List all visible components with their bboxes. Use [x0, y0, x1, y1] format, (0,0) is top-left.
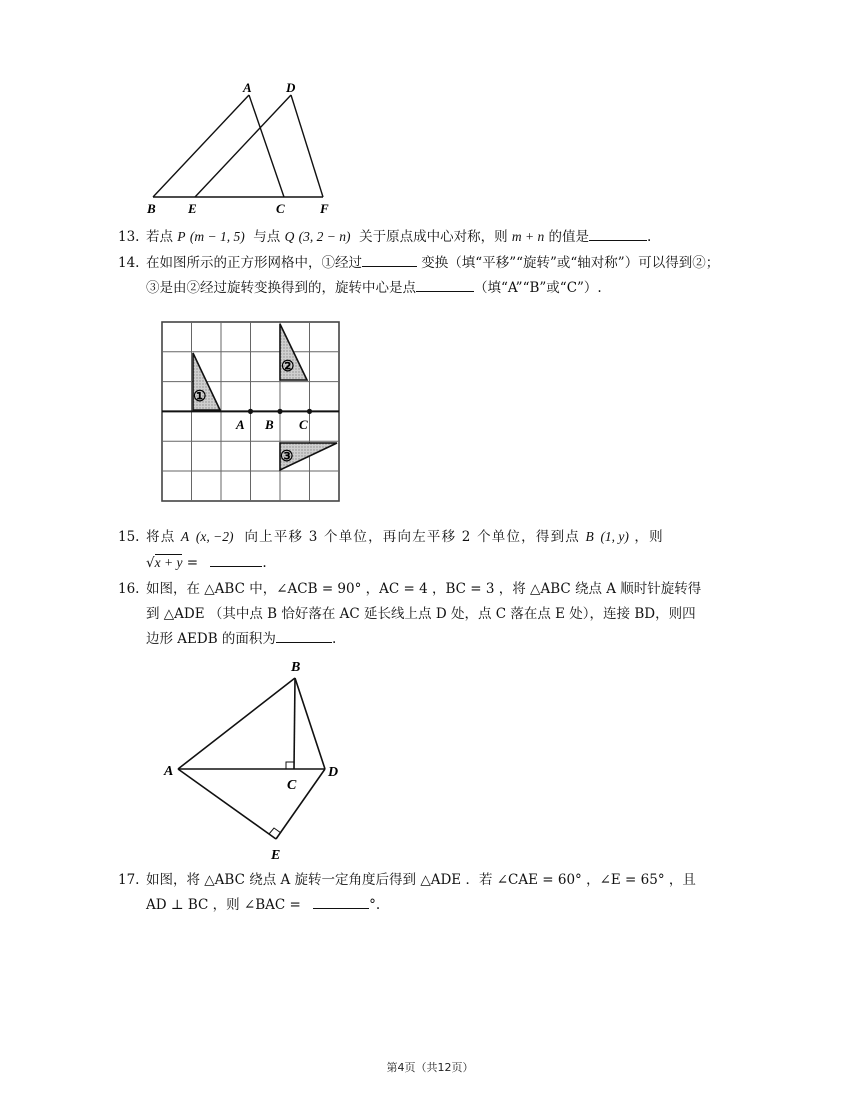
- q16-line-2: 到 △ADE （其中点 B 恰好落在 AC 延长线上点 D 处，点 C 落在点 E 处），连接 BD，则四: [146, 606, 696, 622]
- q14-text-4: （填“A”“B”或“C”）.: [474, 280, 602, 296]
- question-15: 15. 将点 A (x, −2) 向上平移 3 个单位，再向左平移 2 个单位，得到点 B (1, y) ，则 √x + y = .: [118, 524, 768, 576]
- label-A: A: [243, 80, 252, 95]
- label-D: D: [328, 765, 339, 780]
- question-17: [118, 868, 768, 918]
- q13-text-3: 关于原点成中心对称，则: [359, 229, 508, 245]
- answer-blank[interactable]: [210, 552, 262, 567]
- q14-text-3: ③是由②经过旋转变换得到的，旋转中心是点: [146, 280, 416, 296]
- point-P: P: [177, 229, 186, 244]
- sqrt-expression: x + y: [154, 555, 183, 570]
- answer-blank[interactable]: [276, 628, 332, 643]
- shape-label-3: ③: [280, 449, 294, 465]
- label-B: B: [291, 660, 301, 675]
- square-grid-figure: [160, 320, 342, 505]
- point-A-coords: (x, −2): [195, 529, 234, 544]
- label-C: C: [287, 778, 297, 793]
- point-B: [277, 409, 282, 414]
- label-B: B: [147, 201, 156, 216]
- question-number: 15.: [118, 529, 140, 545]
- q15-text-1: 将点: [146, 529, 176, 545]
- point-B-coords: (1, y): [600, 529, 629, 544]
- question-16: [118, 577, 768, 652]
- question-number: 13.: [118, 229, 140, 245]
- q16-period: .: [331, 631, 337, 647]
- q17-line-2: AD ⊥ BC ，则 ∠BAC =: [146, 897, 301, 913]
- equals-sign: =: [186, 555, 199, 571]
- answer-blank[interactable]: [313, 894, 369, 909]
- label-C: C: [299, 417, 308, 432]
- label-B: B: [265, 417, 274, 432]
- q14-text-2: 变换（填“平移”“旋转”或“轴对称”）可以得到②；: [421, 255, 720, 271]
- q15-period: .: [262, 555, 267, 571]
- label-A: A: [164, 764, 174, 779]
- point-C: [307, 409, 312, 414]
- shape-label-2: ②: [281, 359, 295, 375]
- point-A: A: [180, 529, 191, 544]
- point-P-coords: (m − 1, 5): [189, 229, 245, 244]
- q13-text-1: 若点: [146, 229, 173, 245]
- label-E: E: [188, 201, 197, 216]
- label-D: D: [286, 80, 296, 95]
- question-number: 17.: [118, 872, 140, 888]
- shape-label-1: ①: [193, 389, 207, 405]
- expr-m-plus-n: m + n: [511, 229, 545, 244]
- q15-text-2: 向上平移 3 个单位，再向左平移 2 个单位，得到点: [244, 529, 580, 545]
- rotation-figure: [160, 652, 360, 864]
- q16-line-1: 如图，在 △ABC 中，∠ACB = 90° ，AC = 4 ，BC = 3 ，将 △ABC 绕点 A 顺时针旋转得: [146, 581, 702, 597]
- question-13: [118, 224, 768, 250]
- label-C: C: [276, 201, 285, 216]
- q13-text-4: 的值是: [548, 229, 590, 245]
- point-Q: Q: [284, 229, 295, 244]
- answer-blank[interactable]: [416, 277, 474, 292]
- point-A: [248, 409, 253, 414]
- label-A: A: [236, 417, 245, 432]
- q15-text-3: ，则: [634, 529, 664, 545]
- page-footer: 第4页（共12页）: [386, 1061, 474, 1074]
- q16-line-3: 边形 AEDB 的面积为: [146, 631, 276, 647]
- answer-blank[interactable]: [589, 226, 647, 241]
- q13-text-2: 与点: [253, 229, 281, 245]
- question-number: 16.: [118, 581, 140, 597]
- point-B: B: [585, 529, 595, 544]
- question-number: 14.: [118, 255, 140, 271]
- question-14: [118, 251, 768, 301]
- answer-blank[interactable]: [362, 252, 417, 267]
- degree-suffix: °.: [369, 897, 381, 913]
- q17-line-1: 如图，将 △ABC 绕点 A 旋转一定角度后得到 △ADE ．若 ∠CAE = 60° ，∠E = 65° ，且: [146, 872, 696, 888]
- q14-text-1: 在如图所示的正方形网格中，①经过: [146, 255, 362, 271]
- label-F: F: [320, 201, 329, 216]
- q13-period: .: [647, 229, 652, 245]
- label-E: E: [271, 848, 281, 863]
- point-Q-coords: (3, 2 − n): [298, 229, 351, 244]
- parallel-triangles-figure: [140, 78, 340, 218]
